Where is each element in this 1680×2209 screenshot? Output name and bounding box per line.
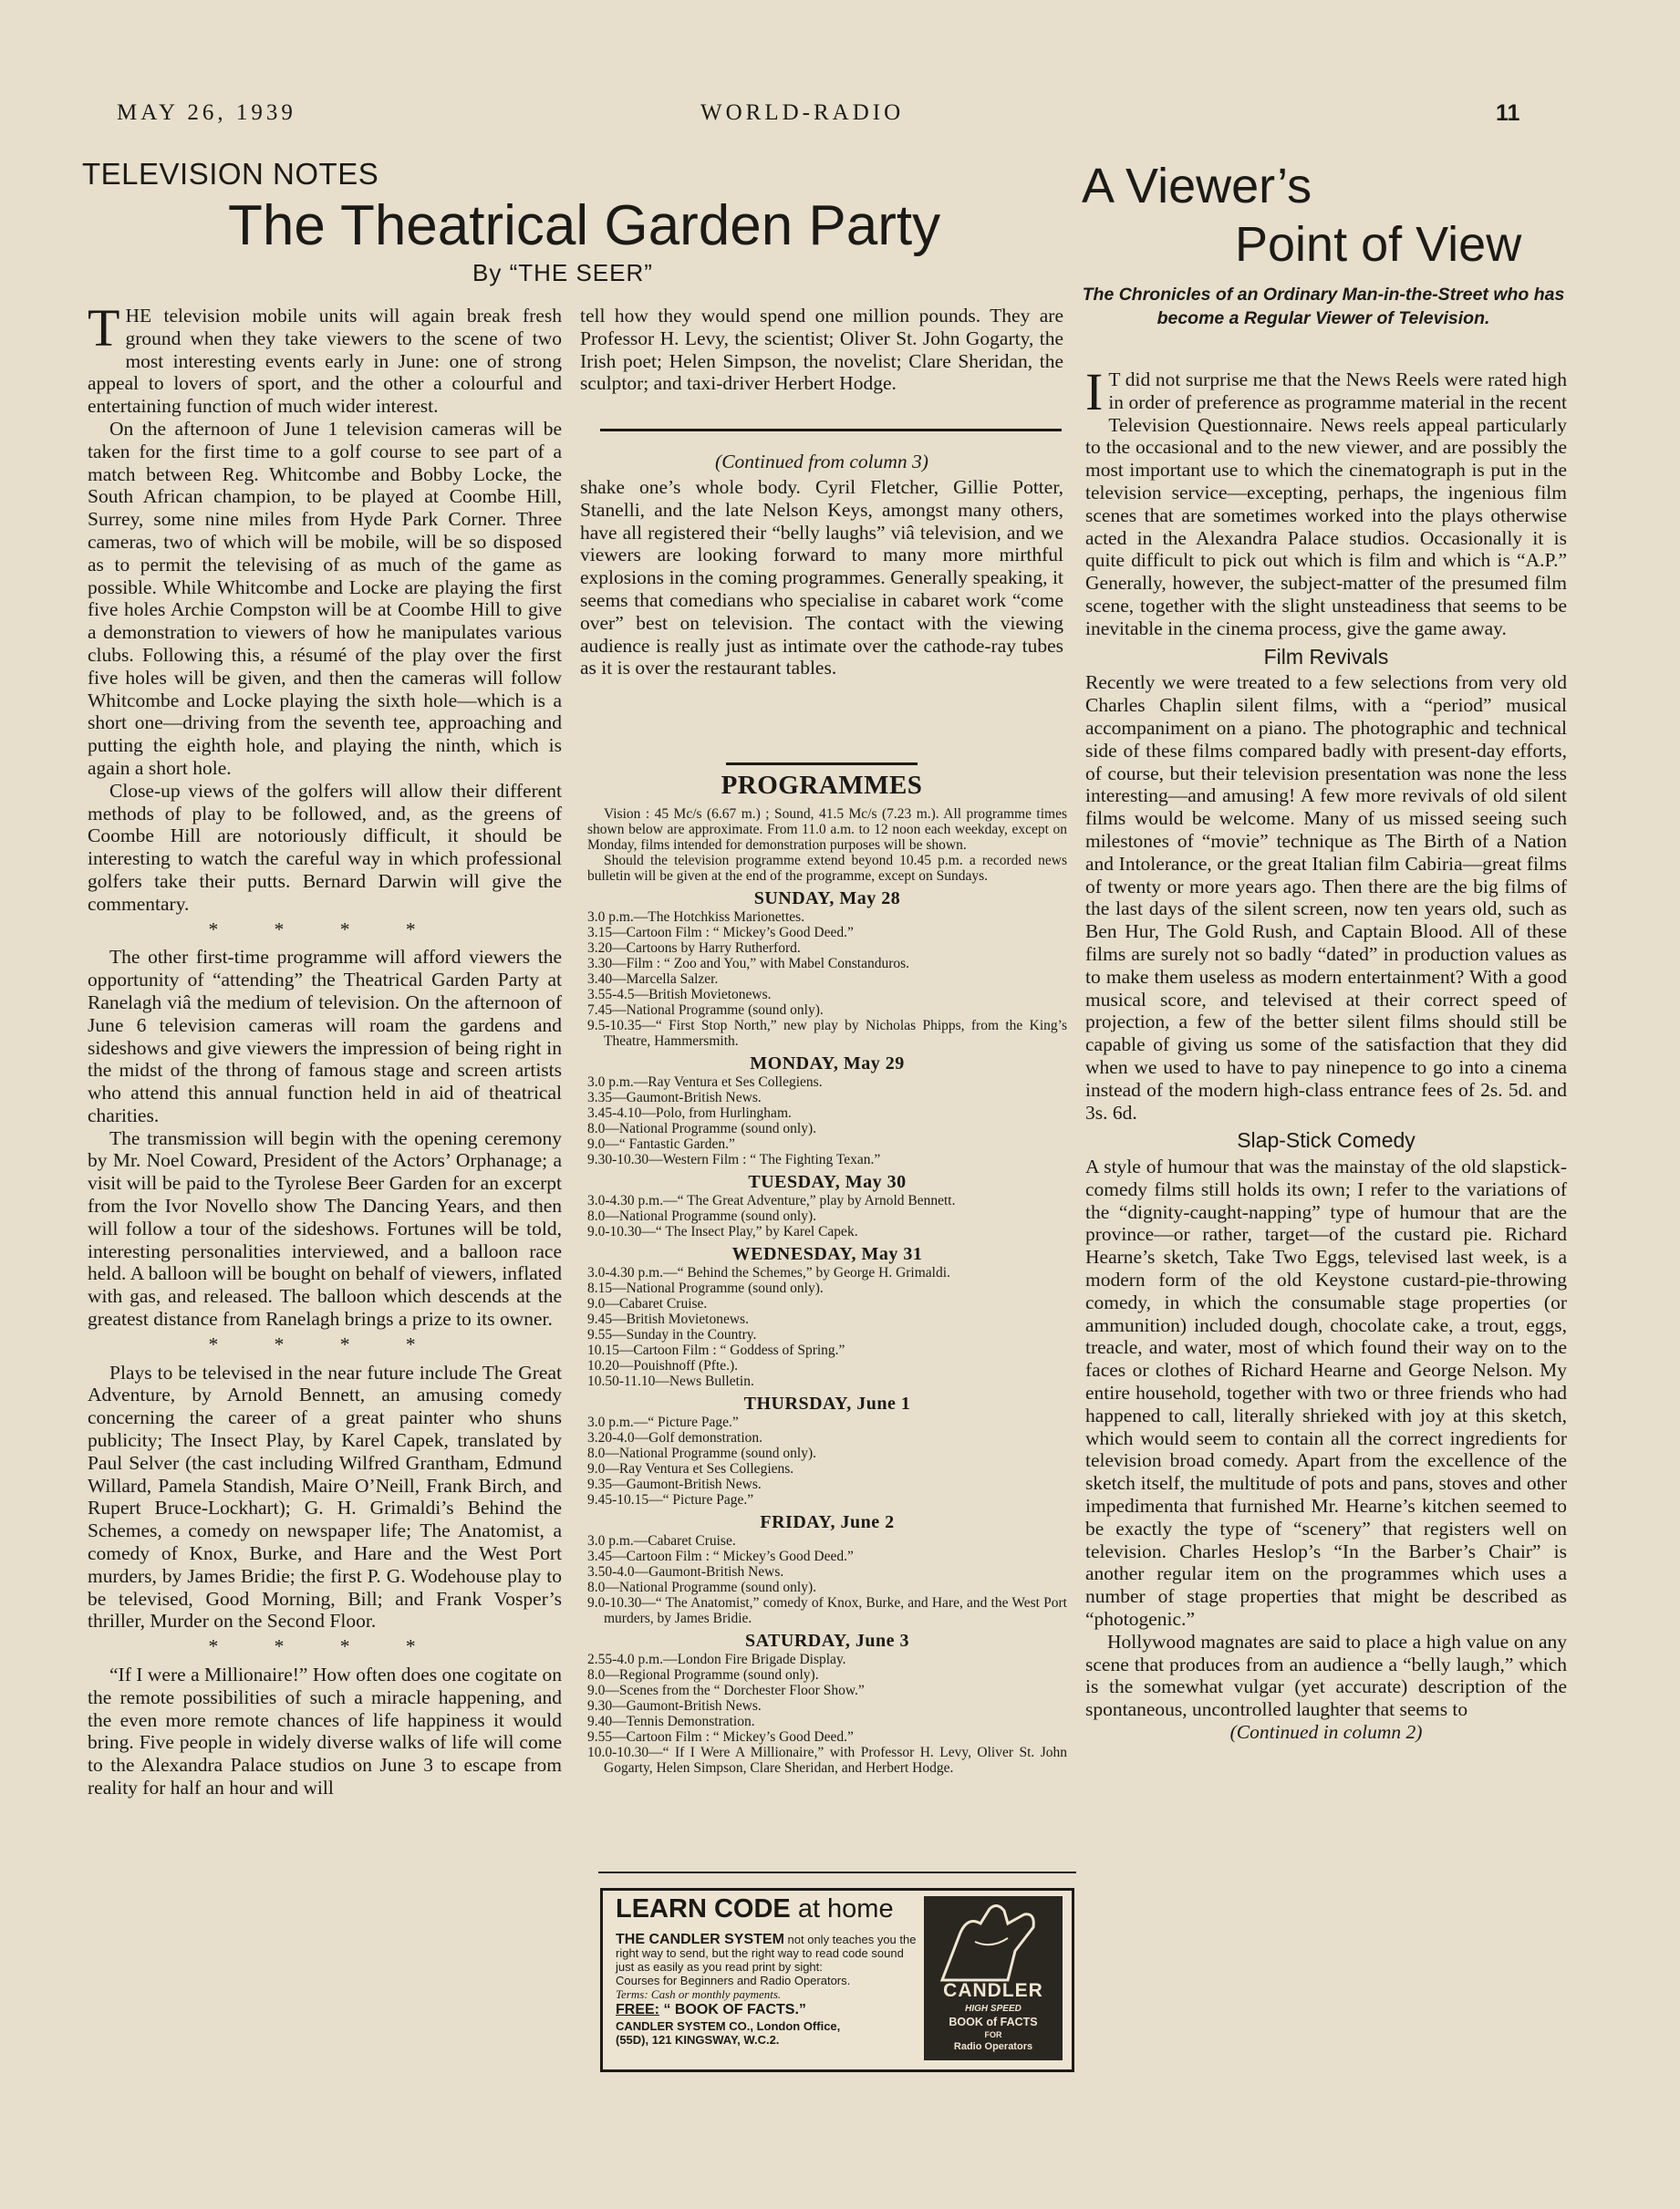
programme-item: 8.0—National Programme (sound only).: [587, 1208, 816, 1224]
article-title: The Theatrical Garden Party: [228, 194, 941, 257]
ad-free-label: FREE:: [616, 2002, 659, 2017]
section-label: TELEVISION NOTES: [82, 157, 379, 191]
programme-item: 8.0—National Programme (sound only).: [587, 1121, 816, 1136]
book-illustration: [924, 1896, 1063, 2060]
programme-item: 9.0—Scenes from the “ Dorchester Floor Show.”: [587, 1683, 865, 1698]
programme-item: 3.55-4.5—British Movietonews.: [587, 987, 772, 1002]
article-column-1: [88, 298, 562, 1799]
book-brand: CANDLER: [943, 1980, 1043, 2001]
page-number: 11: [1496, 100, 1520, 126]
article-paragraph: Hollywood magnates are said to place a high value on any scene that produces from an audience a “belly laugh,” which is the somewhat vulgar (yet accurate) description of the spontaneous, uncontrolled laughter that seems to: [1085, 1630, 1567, 1721]
programme-item: 3.0 p.m.—“ Picture Page.”: [587, 1415, 739, 1430]
programme-item: 9.40—Tennis Demonstration.: [587, 1714, 755, 1729]
programmes-intro: Vision : 45 Mc/s (6.67 m.) ; Sound, 41.5 Mc/s (7.23 m.). All programme times shown below are approximate. From 11.0 a.m. to 12 noon each weekday, except on Monday, films intended for demonstration purposes will be shown.: [587, 806, 1067, 853]
programme-item: 3.30—Film : “ Zoo and You,” with Mabel Constanduros.: [587, 956, 910, 971]
article2-title-line1: A Viewer’s: [1082, 159, 1312, 213]
ad-free-text: “ BOOK OF FACTS.”: [663, 2002, 806, 2017]
programme-item: 3.20-4.0—Golf demonstration.: [587, 1430, 763, 1446]
article-paragraph: On the afternoon of June 1 television cameras will be taken for the first time to a golf course to see part of a match between Reg. Whitcombe and Bobby Locke, the South African champion, to be played at Coombe Hill, Surrey, some nine miles from Hyde Park Corner. Three cameras, two of which will be mobile, will be so disposed as to permit the televising of as much of the game as possible. While Whitcombe and Locke are playing the first five holes Archie Compston will be at Coombe Hill to give a demonstration to viewers of how he manipulates various clubs. Following this, a résumé of the play over the first five holes will be given, and then the cameras will follow Whitcombe and Locke playing the sixth hole—which is a short one—driving from the seventh tee, approaching and putting the eighth hole, and playing the ninth, which is again a short hole.: [88, 417, 562, 779]
ad-headline: [616, 1894, 894, 1924]
programme-item: 9.5-10.35—“ First Stop North,” new play by Nicholas Phipps, from the King’s Theatre, Hammersmith.: [587, 1018, 1067, 1049]
ad-headline-word: at home: [797, 1894, 894, 1924]
programmes-title: PROGRAMMES: [721, 771, 923, 800]
divider-rule: [726, 762, 918, 765]
article-paragraph: tell how they would spend one million pounds. They are Professor H. Levy, the scientist; Oliver St. John Gogarty, the Irish poet; Helen Simpson, the novelist; Clare Sheridan, the sculptor; and taxi-driver Herbert Hodge.: [580, 305, 1063, 395]
programme-item: 2.55-4.0 p.m.—London Fire Brigade Display.: [587, 1652, 846, 1667]
ad-body-text: not only teaches you the right way to send, but the right way to read code sound just as easily as you read print by sight:: [616, 1933, 917, 1974]
ad-terms: Terms: Cash or monthly payments.: [616, 1987, 782, 2001]
section-separator: * * * *: [208, 1635, 441, 1658]
programme-item: 8.0—National Programme (sound only).: [587, 1446, 816, 1461]
article-paragraph: T did not surprise me that the News Reels were rated high in order of preference as programme material in the recent Television Questionnaire. News reels appeal particularly to the occasional and to the new viewer, and are possibly the most important use to which the cinematograph is put in the television service—excepting, perhaps, the ingenious film scenes that are sometimes worked into the plays otherwise acted in the Alexandra Palace studios. Occasionally it is quite difficult to pick out which is film and which is “A.P.” Generally, however, the subject-matter of the presumed film scene, together with the slight unsteadiness that seems to be inevitable in the cinema process, give the game away.: [1085, 368, 1567, 639]
article-paragraph: HE television mobile units will again break fresh ground when they take viewers to the scene of two most interesting events early in June: one of strong appeal to lovers of sport, and the other a colourful and entertaining function of much wider interest.: [88, 305, 562, 418]
book-line: FOR: [984, 2030, 1002, 2039]
article-paragraph: A style of humour that was the mainstay of the old slapstick-comedy films still holds its own; I refer to the variations of the “dignity-caught-napping” type of humour that are the province—or rather, target—of the custard pie. Richard Hearne’s sketch, Take Two Eggs, televised last week, is a modern form of the old Keystone custard-pie-throwing comedy, in which the consumable stage properties (or ammunition) included dough, chocolate cake, a trout, eggs, treacle, and water, most of which found their way on to the faces or clothes of Richard Hearne and George Nelson. My entire household, together with two or three friends who had happened to call, literally shrieked with joy at this sketch, which would seem to contain all the correct ingredients for television broad comedy. Apart from the excellence of the sketch itself, the multitude of pots and pans, stoves and other impedimenta that furnished Mr. Hearne’s kitchen seemed to be exactly the type of “scenery” that registers well on television. Charles Heslop’s “In the Barber’s Chair” is another regular item on the programmes which uses a number of stage properties that might be described as “photogenic.”: [1085, 1156, 1567, 1631]
programme-item: 8.0—National Programme (sound only).: [587, 1580, 816, 1595]
hand-icon: [924, 1896, 1063, 1987]
programme-day-heading: TUESDAY, May 30: [748, 1172, 907, 1192]
ad-headline-word: LEARN: [616, 1894, 707, 1924]
continued-from-label: (Continued from column 3): [715, 451, 928, 472]
programme-item: 8.0—Regional Programme (sound only).: [587, 1667, 819, 1683]
programme-item: 3.0-4.30 p.m.—“ Behind the Schemes,” by George H. Grimaldi.: [587, 1265, 950, 1281]
book-line: Radio Operators: [953, 2041, 1033, 2052]
programmes-intro: Should the television programme extend beyond 10.45 p.m. a recorded news bulletin will be given at the end of the programme, except on Sundays.: [587, 853, 1067, 884]
ad-body: [616, 1933, 917, 2047]
programme-item: 3.0-4.30 p.m.—“ The Great Adventure,” play by Arnold Bennett.: [587, 1193, 956, 1208]
programme-item: 10.0-10.30—“ If I Were A Millionaire,” with Professor H. Levy, Oliver St. John Gogarty, Helen Simpson, Clare Sheridan, and Herbert Hodge.: [587, 1745, 1067, 1776]
ad-free-offer: [616, 2003, 917, 2017]
article-paragraph: Close-up views of the golfers will allow their different methods of play to be followed, and, as the greens of Coombe Hill are notoriously difficult, it should be interesting to watch the careful way in which professional golfers take their putts. Bernard Darwin will give the commentary.: [88, 779, 562, 915]
section-separator: * * * *: [208, 918, 441, 940]
programme-item: 9.0-10.30—“ The Anatomist,” comedy of Knox, Burke, and Hare, and the West Port murders, by James Bridie.: [587, 1595, 1067, 1626]
ad-system-name: THE CANDLER SYSTEM: [616, 1932, 784, 1947]
programme-item: 10.15—Cartoon Film : “ Goddess of Spring.”: [587, 1343, 845, 1358]
programme-item: 3.15—Cartoon Film : “ Mickey’s Good Deed.”: [587, 925, 854, 940]
programme-item: 3.40—Marcella Salzer.: [587, 971, 719, 987]
article-column-2: [580, 305, 1063, 395]
programme-item: 10.20—Pouishnoff (Pfte.).: [587, 1358, 739, 1374]
subheading: Slap-Stick Comedy: [1237, 1128, 1416, 1153]
programme-day-heading: SATURDAY, June 3: [744, 1631, 910, 1651]
continued-in-label: (Continued in column 2): [1229, 1721, 1423, 1744]
programme-item: 3.0 p.m.—Cabaret Cruise.: [587, 1533, 736, 1549]
article-paragraph: Plays to be televised in the near future include The Great Adventure, by Arnold Bennett, an amusing comedy concerning the career of a great painter who shuns publicity; The Insect Play, by Karel Capek, translated by Paul Selver (the cast including Wilfred Grantham, Edmund Willard, Pamela Standish, Maire O’Neill, Frank Birch, and Rupert Bruce-Lockhart); G. H. Grimaldi’s Behind the Schemes, a comedy on newspaper life; The Anatomist, a comedy of Knox, Burke, and Hare and the West Port murders, by James Bridie; the first P. G. Wodehouse play to be televised, Good Morning, Bill; and Frank Vosper’s thriller, Murder on the Second Floor.: [88, 1361, 562, 1633]
programme-day-heading: THURSDAY, June 1: [743, 1394, 911, 1414]
programme-day-heading: SUNDAY, May 28: [753, 888, 901, 908]
ad-address: (55D), 121 KINGSWAY, W.C.2.: [616, 2033, 780, 2047]
drop-cap: T: [88, 298, 120, 358]
programme-item: 3.0 p.m.—Ray Ventura et Ses Collegiens.: [587, 1074, 823, 1090]
programme-item: 9.55—Cartoon Film : “ Mickey’s Good Deed.”: [587, 1729, 854, 1745]
programme-item: 9.0—Cabaret Cruise.: [587, 1296, 708, 1312]
article2-title-line2: Point of View: [1235, 217, 1522, 272]
article2-standfirst: The Chronicles of an Ordinary Man-in-the-Street who has become a Regular Viewer of Television.: [1082, 285, 1565, 328]
section-separator: * * * *: [208, 1333, 441, 1355]
article-paragraph: The other first-time programme will afford viewers the opportunity of “attending” the Theatrical Garden Party at Ranelagh viâ the medium of television. On the afternoon of June 6 television cameras will roam the gardens and sideshows and give viewers the impression of being right in the midst of the throng of famous stage and screen artists who attend this annual function held in aid of theatrical charities.: [88, 946, 562, 1126]
programme-item: 3.35—Gaumont-British News.: [587, 1090, 762, 1105]
programme-item: 3.50-4.0—Gaumont-British News.: [587, 1564, 784, 1580]
programme-item: 9.45—British Movietonews.: [587, 1312, 749, 1327]
programme-item: 9.0—Ray Ventura et Ses Collegiens.: [587, 1461, 794, 1477]
candler-advertisement[interactable]: [600, 1888, 1074, 2072]
programme-item: 3.20—Cartoons by Harry Rutherford.: [587, 940, 801, 956]
programme-item: 9.30-10.30—Western Film : “ The Fighting Texan.”: [587, 1152, 881, 1167]
programme-day-heading: MONDAY, May 29: [750, 1053, 905, 1073]
programme-item: 9.35—Gaumont-British News.: [587, 1477, 762, 1492]
article-paragraph: The transmission will begin with the opening ceremony by Mr. Noel Coward, President of the Actors’ Orphanage; a visit will be paid to the Tyrolese Beer Garden for an excerpt from the Ivor Novello show The Dancing Years, and then will follow a tour of the sideshows. Fortunes will be told, interesting personalities interviewed, and a balloon race held. A balloon will be bought on behalf of viewers, inflated with gas, and released. The balloon which descends at the greatest distance from Ranelagh brings a prize to its owner.: [88, 1126, 562, 1331]
byline: By “THE SEER”: [472, 259, 653, 286]
programme-days: [587, 888, 1067, 1776]
programme-item: 7.45—National Programme (sound only).: [587, 1002, 824, 1018]
programme-item: 3.45-4.10—Polo, from Hurlingham.: [587, 1105, 792, 1121]
article-paragraph: Recently we were treated to a few selections from very old Charles Chaplin silent films, with a “period” musical accompaniment on a piano. The photographic and technical side of these films compared badly with present-day efforts, of course, but their television presentation was none the less interesting—and amusing! A few more revivals of old silent films would be welcome. Many of us missed seeing such milestones of “movie” technique as The Birth of a Nation and Intolerance, or the great Italian film Cabiria—great films of twenty or more years ago. Then there are the big films of the last days of the silent screen, now ten years old, such as Ben Hur, The Gold Rush, and Captain Blood. All of these films are surely not so badly “dated” in production values as to make them useless as modern entertainment? With a good musical score, and televised at their correct speed of projection, a few of the better silent films should still be capable of giving us some of the satisfaction that they did when we used to have to pay ninepence to go into a cinema instead of the modern high-class entrance fees of 2s. 5d. and 3s. 6d.: [1085, 671, 1567, 1124]
programme-item: 10.50-11.10—News Bulletin.: [587, 1374, 754, 1389]
ad-headline-word: CODE: [713, 1894, 791, 1924]
divider-rule: [598, 1872, 1076, 1873]
drop-cap: I: [1085, 362, 1104, 421]
continued-text: [580, 476, 1063, 679]
programme-item: 3.0 p.m.—The Hotchkiss Marionettes.: [587, 909, 805, 925]
programme-day-heading: FRIDAY, June 2: [760, 1512, 895, 1532]
publication-name: WORLD-RADIO: [700, 100, 905, 125]
programme-item: 8.15—National Programme (sound only).: [587, 1281, 824, 1296]
ad-courses: Courses for Beginners and Radio Operators.: [616, 1974, 851, 1987]
programme-item: 9.30—Gaumont-British News.: [587, 1698, 762, 1714]
article-paragraph: shake one’s whole body. Cyril Fletcher, Gillie Potter, Stanelli, and the late Nelson Keys, amongst many others, have all registered their “belly laughs” viâ television, and we viewers are looking forward to many more mirthful explosions in the coming programmes. Generally speaking, it seems that comedians who specialise in cabaret work “come over” best on television. The contact with the viewing audience is really just as intimate over the cathode-ray tubes as it is over the restaurant tables.: [580, 476, 1063, 679]
programme-item: 3.45—Cartoon Film : “ Mickey’s Good Deed.”: [587, 1549, 854, 1564]
book-line: BOOK of FACTS: [949, 2016, 1038, 2028]
programme-day-heading: WEDNESDAY, May 31: [731, 1244, 923, 1264]
ad-company: CANDLER SYSTEM CO., London Office,: [616, 2019, 841, 2033]
programme-item: 9.55—Sunday in the Country.: [587, 1327, 757, 1343]
divider-rule: [600, 429, 1062, 431]
book-line: HIGH SPEED: [965, 2004, 1021, 2014]
article-column-3: [1085, 362, 1567, 1744]
article-paragraph: “If I were a Millionaire!” How often does one cogitate on the remote possibilities of such a miracle happening, and the even more remote chances of life happiness it would bring. Five people in widely diverse walks of life will come to the Alexandra Palace studios on June 3 to escape from reality for half an hour and will: [88, 1664, 562, 1799]
programme-listings: [587, 806, 1067, 1776]
programme-item: 9.45-10.15—“ Picture Page.”: [587, 1492, 754, 1508]
programme-item: 9.0-10.30—“ The Insect Play,” by Karel Capek.: [587, 1224, 858, 1239]
programme-item: 9.0—“ Fantastic Garden.”: [587, 1136, 735, 1152]
subheading: Film Revivals: [1263, 644, 1389, 669]
issue-date: MAY 26, 1939: [117, 100, 296, 125]
